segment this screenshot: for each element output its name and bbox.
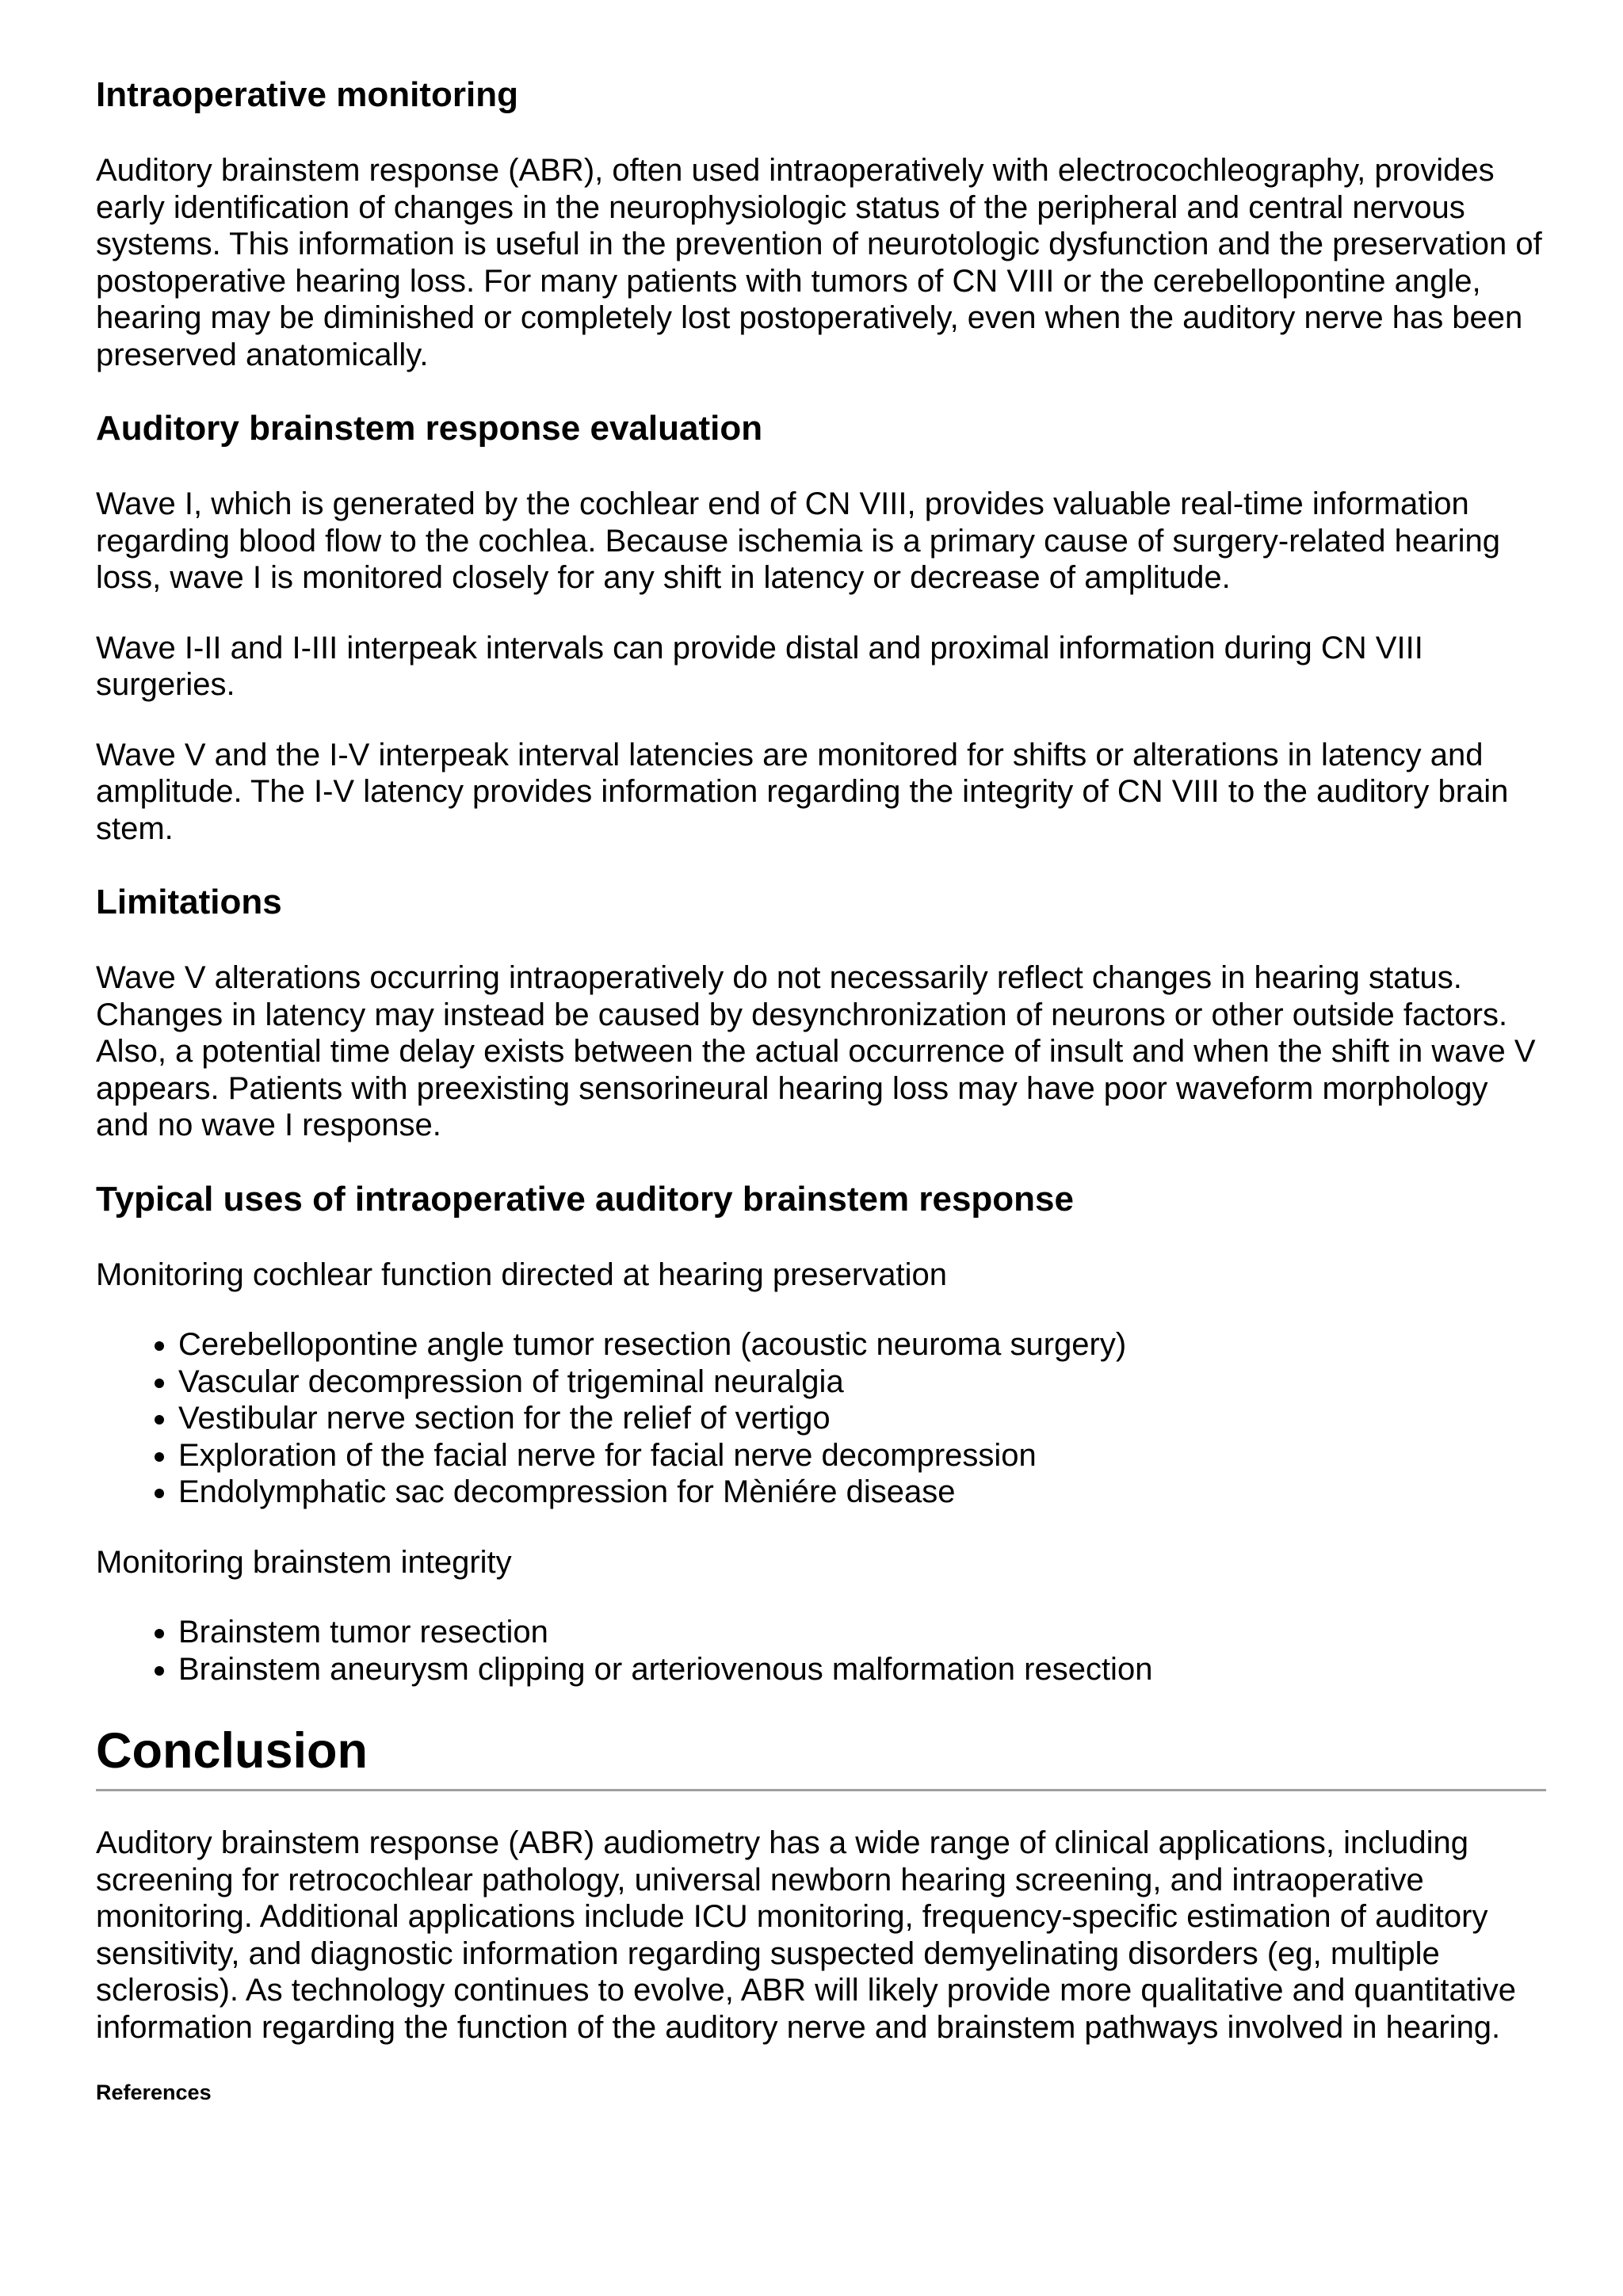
cochlear-uses-list <box>96 1326 1546 1511</box>
list-item: • Endolymphatic sac decompression for Mèniére disease <box>178 1474 1546 1511</box>
references-label: References <box>96 2081 212 2104</box>
brainstem-uses-list <box>96 1614 1546 1688</box>
list-item: • Cerebellopontine angle tumor resection (acoustic neuroma surgery) <box>178 1326 1546 1363</box>
section-heading-intraoperative-monitoring: Intraoperative monitoring <box>96 75 518 114</box>
section-heading-conclusion: Conclusion <box>96 1721 1546 1791</box>
document-page <box>96 73 1546 2106</box>
intraoperative-monitoring-paragraph: Auditory brainstem response (ABR), often used intraoperatively with electrocochleography, provides early identification of changes in the neurophysiologic status of the peripheral and central nervous systems. This information is useful in the prevention of neurotologic dysfunction and the preservation of postoperative hearing loss. For many patients with tumors of CN VIII or the cerebellopontine angle, hearing may be diminished or completely lost postoperatively, even when the auditory nerve has been preserved anatomically. <box>96 153 1542 372</box>
abr-evaluation-paragraph-wave-i: Wave I, which is generated by the cochlear end of CN VIII, provides valuable real-time information regarding blood flow to the cochlea. Because ischemia is a primary cause of surgery-related hearing loss, wave I is monitored closely for any shift in latency or decrease of amplitude. <box>96 486 1501 595</box>
list-item: • Vestibular nerve section for the relief of vertigo <box>178 1400 1546 1437</box>
conclusion-paragraph: Auditory brainstem response (ABR) audiometry has a wide range of clinical applications, including screening for retrocochlear pathology, universal newborn hearing screening, and intraoperative monitoring. Additional applications include ICU monitoring, frequency-specific estimation of auditory sensitivity, and diagnostic information regarding suspected demyelinating disorders (eg, multiple sclerosis). As technology continues to evolve, ABR will likely provide more qualitative and quantitative information regarding the function of the auditory nerve and brainstem pathways involved in hearing. <box>96 1825 1517 2045</box>
list-item: • Brainstem tumor resection <box>178 1614 1546 1651</box>
cochlear-monitoring-intro: Monitoring cochlear function directed at hearing preservation <box>96 1257 947 1292</box>
abr-evaluation-paragraph-interpeak: Wave I-II and I-III interpeak intervals can provide distal and proximal information during CN VIII surgeries. <box>96 630 1423 702</box>
abr-evaluation-paragraph-wave-v: Wave V and the I-V interpeak interval latencies are monitored for shifts or alterations in latency and amplitude. The I-V latency provides information regarding the integrity of CN VIII to the auditory brain stem. <box>96 737 1509 846</box>
list-item: • Brainstem aneurysm clipping or arteriovenous malformation resection <box>178 1651 1546 1688</box>
section-heading-limitations: Limitations <box>96 883 282 921</box>
limitations-paragraph: Wave V alterations occurring intraoperatively do not necessarily reflect changes in hearing status. Changes in latency may instead be caused by desynchronization of neurons or other outside factors. Also, a potential time delay exists between the actual occurrence of insult and when the shift in wave V appears. Patients with preexisting sensorineural hearing loss may have poor waveform morphology and no wave I response. <box>96 960 1536 1142</box>
list-item: • Vascular decompression of trigeminal neuralgia <box>178 1363 1546 1401</box>
list-item: • Exploration of the facial nerve for facial nerve decompression <box>178 1437 1546 1474</box>
section-heading-abr-evaluation: Auditory brainstem response evaluation <box>96 409 763 448</box>
section-heading-typical-uses: Typical uses of intraoperative auditory brainstem response <box>96 1179 1074 1219</box>
brainstem-monitoring-intro: Monitoring brainstem integrity <box>96 1544 512 1580</box>
